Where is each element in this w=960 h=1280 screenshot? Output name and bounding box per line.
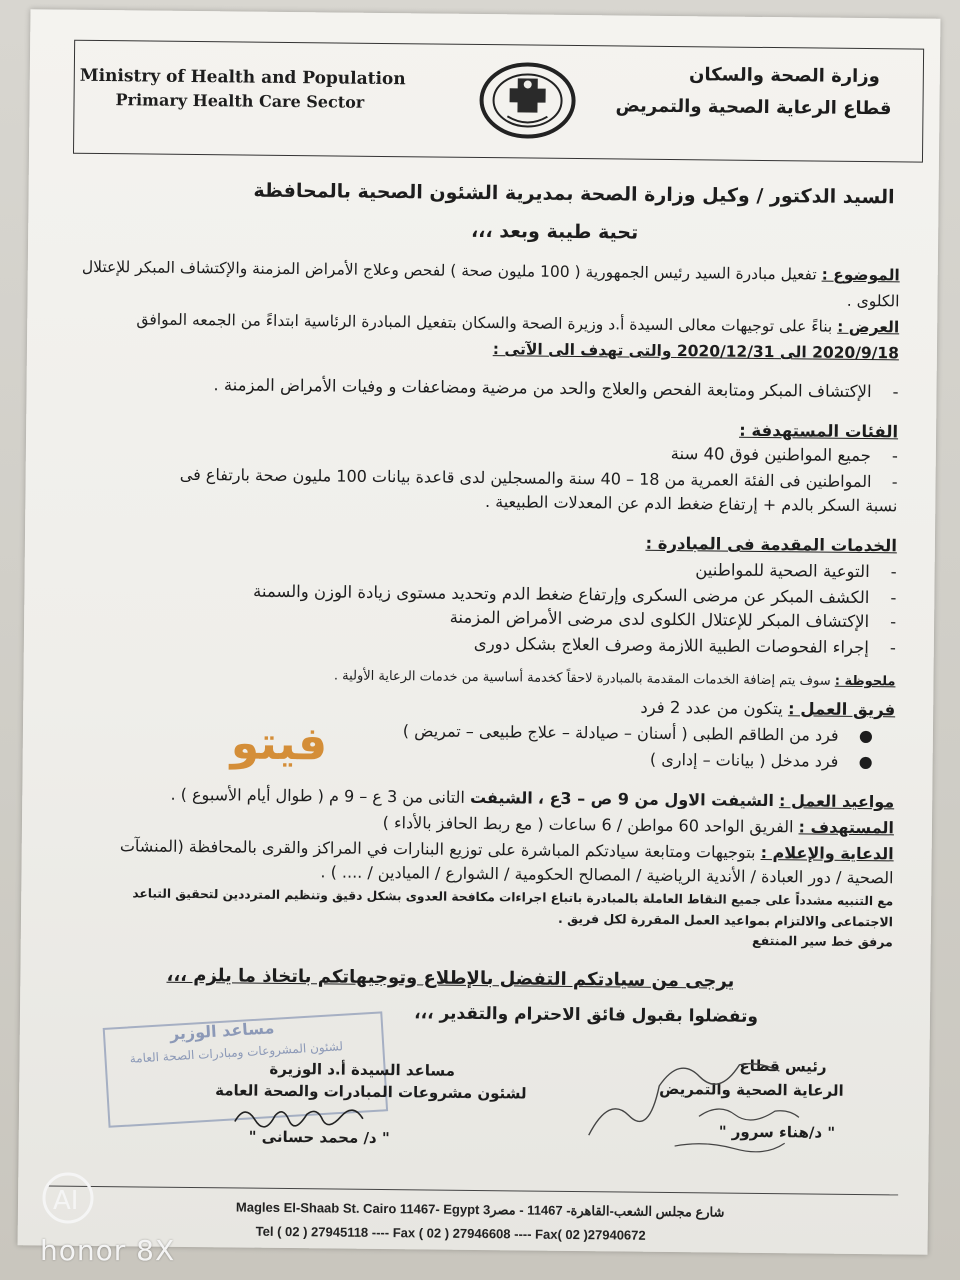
right-signature-icon bbox=[579, 1045, 820, 1158]
goal-item bbox=[213, 375, 898, 401]
hours-label: مواعيد العمل : bbox=[778, 791, 895, 812]
note bbox=[334, 668, 896, 689]
bullet-dash: - bbox=[869, 562, 897, 582]
addressee: السيد الدكتور / وكيل وزارة الصحة بمديرية الشئون الصحية بالمحافظة bbox=[253, 179, 895, 209]
bullet-dash: - bbox=[868, 638, 896, 658]
left-signature-icon bbox=[229, 1097, 369, 1132]
target-item-2-cont: نسبة السكر بالدم + إرتفاع ضغط الدم عن المعدلات الطبيعية . bbox=[484, 492, 898, 516]
sector-name-en: Primary Health Care Sector bbox=[115, 90, 365, 112]
target-item-2-text: المواطنين فى الفئة العمرية من 18 – 40 سنة والمسجلين لدى قاعدة بيانات 100 مليون صحة بارتفاع فى bbox=[179, 464, 872, 492]
warning-line2: الاجتماعى والالتزام بمواعيد العمل المقررة لكل فريق . bbox=[557, 910, 894, 930]
team-item-1 bbox=[403, 721, 873, 745]
stamp-title: مساعد الوزير bbox=[169, 1018, 275, 1044]
hours-shift1: الشيفت الاول من 9 ص – 3ع ، bbox=[537, 788, 775, 811]
service-item bbox=[695, 560, 897, 581]
target-heading: الفئات المستهدفة : bbox=[739, 420, 899, 442]
target-item-1-text: جميع المواطنين فوق 40 سنة bbox=[670, 443, 872, 466]
left-signatory-title: مساعد السيدة أ.د الوزيرة bbox=[269, 1059, 456, 1080]
warning-line1: مع التنبيه مشدداً على جميع النقاط العاملة بالمبادرة باتباع اجراءات مكافحة العدوى بشكل دقيق وتنظيم المترددين لتحقيق التباعد bbox=[132, 886, 894, 909]
camera-model-watermark: honor 8X bbox=[40, 1234, 176, 1267]
target-count-line bbox=[383, 813, 894, 837]
advertising-line1 bbox=[120, 836, 894, 863]
publisher-watermark: فيتو bbox=[230, 715, 328, 771]
hours-shift2: التانى من 3 ع – 9 م ( طوال أيام الأسبوع ) . bbox=[170, 784, 466, 807]
bullet-dash: - bbox=[870, 446, 898, 466]
note-text: سوف يتم إضافة الخدمات المقدمة بالمبادرة لاحقاً كخدمة أساسية من خدمات الرعاية الأولية . bbox=[333, 668, 831, 689]
footer-divider bbox=[48, 1186, 898, 1196]
bullet-dot: ● bbox=[838, 725, 874, 746]
target-item-1 bbox=[671, 444, 898, 465]
right-signatory-name: " د/هناء سرور " bbox=[718, 1122, 836, 1142]
bullet-dash: - bbox=[869, 612, 897, 632]
team-item-1-text: فرد من الطاقم الطبى ( أسنان – صيادلة – علاج طبيعى – تمريض ) bbox=[402, 721, 839, 745]
ai-camera-icon bbox=[38, 1168, 128, 1228]
note-label: ملحوظة : bbox=[834, 673, 896, 690]
subject-line2: الكلوى . bbox=[846, 291, 900, 311]
subject-text: تفعيل مبادرة السيد رئيس الجمهورية ( 100 مليون صحة ) لفحص وعلاج الأمراض المزمنة والإكتشاف المبكر للإعتلال bbox=[81, 257, 817, 284]
bullet-dash: - bbox=[869, 588, 897, 608]
letter-paper bbox=[18, 9, 941, 1254]
target-count-label: المستهدف : bbox=[798, 817, 895, 838]
closing-line: وتفضلوا بقبول فائق الاحترام والتقدير ،،، bbox=[414, 1003, 759, 1027]
service-item bbox=[253, 582, 897, 608]
greeting: تحية طيبة وبعد ،،، bbox=[470, 219, 639, 244]
left-signatory-name: " د/ محمد حسانى " bbox=[248, 1127, 390, 1148]
bullet-dot: ● bbox=[838, 751, 873, 772]
ministry-name-en: Ministry of Health and Population bbox=[79, 65, 406, 90]
services-heading: الخدمات المقدمة فى المبادرة : bbox=[645, 533, 898, 556]
presentation-line2: 2020/9/18 الى 2020/12/31 والتى تهدف الى الآتى : bbox=[492, 340, 900, 363]
subject-line1 bbox=[82, 258, 900, 285]
team-text: يتكون من عدد 2 فرد bbox=[640, 697, 783, 719]
sector-name-ar: قطاع الرعاية الصحية والتمريض bbox=[615, 95, 892, 120]
target-count-text: الفريق الواحد 60 مواطن / 6 ساعات ( مع ربط الحافز بالأداء ) bbox=[382, 813, 794, 837]
warning-line3: مرفق خط سير المنتفع bbox=[752, 932, 893, 950]
presentation-label: العرض : bbox=[837, 317, 900, 337]
team-label: فريق العمل : bbox=[787, 699, 896, 720]
ministry-logo-icon bbox=[477, 60, 578, 141]
ministry-name-ar: وزارة الصحة والسكان bbox=[688, 64, 880, 88]
service-text: إجراء الفحوصات الطبية اللازمة وصرف العلاج بشكل دورى bbox=[473, 633, 870, 658]
service-text: الإكتشاف المبكر للإعتلال الكلوى لدى مرضى الأمراض المزمنة bbox=[449, 607, 870, 632]
right-signatory-dept: الرعاية الصحية والتمريض bbox=[659, 1079, 844, 1100]
team-line bbox=[640, 698, 895, 720]
presentation-text: بناءً على توجيهات معالى السيدة أ.د وزيرة الصحة والسكان بتفعيل المبادرة الرئاسية ابتداءً من الجمعه الموافق bbox=[136, 310, 833, 336]
stamp-subtitle: لشئون المشروعات ومبادرات الصحة العامة bbox=[129, 1039, 344, 1066]
advertising-text: بتوجيهات ومتابعة سيادتكم المباشرة على توزيع البنارات في المراكز والقرى بالمحافظة (المنشآت bbox=[119, 836, 756, 862]
left-signatory-dept: لشئون مشروعات المبادرات والصحة العامة bbox=[215, 1081, 527, 1103]
target-item-2 bbox=[180, 465, 898, 492]
right-signatory-title: رئيس قطاع bbox=[739, 1056, 827, 1076]
footer-phones: Tel ( 02 ) 27945118 ---- Fax ( 02 ) 27946608 ---- Fax( 02 )27940672 bbox=[255, 1223, 646, 1243]
goal-text: الإكتشاف المبكر ومتابعة الفحص والعلاج والحد من مرضية ومضاعفات و وفيات الأمراض المزمنة . bbox=[213, 375, 872, 402]
hours-shift2-label: الشيفت bbox=[469, 787, 533, 808]
service-text: التوعية الصحية للمواطنين bbox=[695, 560, 870, 582]
advertising-label: الدعاية والإعلام : bbox=[760, 842, 894, 864]
service-text: الكشف المبكر عن مرضى السكرى وإرتفاع ضغط الدم وتحديد مستوى زيادة الوزن والسمنة bbox=[252, 581, 870, 608]
presentation-line1 bbox=[136, 310, 899, 336]
service-item bbox=[450, 608, 897, 632]
team-item-2 bbox=[650, 750, 873, 771]
service-item bbox=[474, 634, 896, 657]
bullet-dash: - bbox=[871, 382, 899, 402]
bullet-dash: - bbox=[871, 472, 898, 492]
team-item-2-text: فرد مدخل ( بيانات – إدارى ) bbox=[649, 749, 839, 771]
hours-line bbox=[170, 785, 894, 812]
subject-label: الموضوع : bbox=[821, 265, 900, 285]
ai-badge-text: AI bbox=[53, 1186, 79, 1216]
footer-address: Magles El-Shaab St. Cairo 11467- Egypt 3شارع مجلس الشعب-القاهرة- 11467 - مصر bbox=[235, 1199, 725, 1220]
advertising-line2: الصحية / دور العبادة / الأندية الرياضية / المصالح الحكومية / الشوارع / الميادين / .... ) . bbox=[320, 862, 894, 888]
request-line: يرجى من سيادتكم التفضل بالإطلاع وتوجيهاتكم باتخاذ ما يلزم ،،، bbox=[166, 964, 735, 992]
